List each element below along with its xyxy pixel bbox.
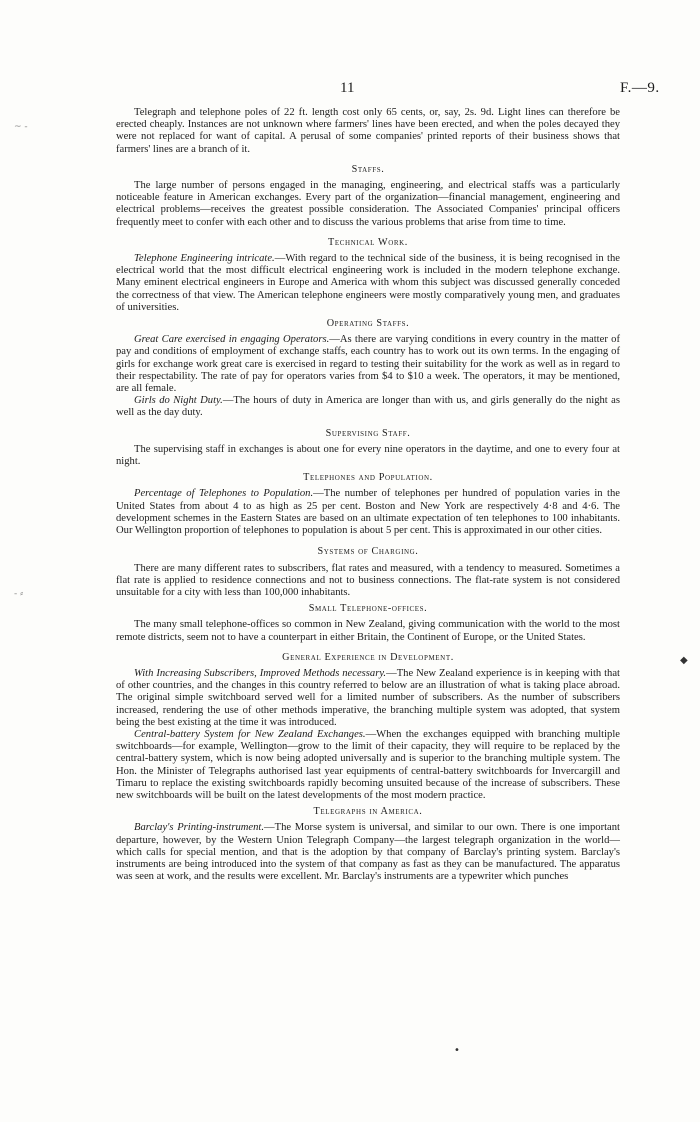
section-heading: Technical Work. — [328, 236, 408, 248]
paragraph-text: —The New Zealand experience is in keeping with that of other countries, and the changes in this country referred to below are an illustration of what is taking place abroad. The original simple switchboard served well for a limited number of subscribers. As the number of subscribers increased, rendering the use of other methods imperative, the branching multiple system was adopted, that system being the best existing at the time it was introduced. — [116, 667, 620, 728]
section-systems-of-charging — [116, 546, 620, 599]
paragraph — [116, 334, 620, 395]
section-staffs — [116, 164, 620, 229]
paragraph-lead: Barclay's Printing-instrument. — [134, 822, 265, 834]
paragraph-lead: Telephone Engineering intricate. — [134, 253, 275, 265]
section-heading: Supervising Staff. — [325, 427, 411, 439]
section-supervising-staff — [116, 428, 620, 469]
paragraph-text: The large number of persons engaged in the managing, engineering, and electrical staffs was a particularly noticeable feature in American exchanges. Every part of the organization—financial management, engineering and electrical problems—receives the greatest possible consideration. The Associated Companies' principal officers frequently meet to confer with each other and to discuss the various problems that arise from time to time. — [116, 180, 620, 228]
paragraph — [116, 395, 620, 419]
section-telegraphs-america — [116, 806, 620, 883]
paragraph — [116, 668, 620, 729]
paragraph-text: There are many different rates to subscribers, flat rates and measured, with a tendency to measured. Sometimes a flat rate is applied to residence connections and not to business connections. The flat-rate system is not considered unsuitable for a city with less than 100,000 inhabitants. — [116, 562, 620, 598]
section-heading: General Experience in Development. — [282, 651, 454, 663]
paragraph-lead: With Increasing Subscribers, Improved Methods necessary. — [134, 667, 387, 679]
paragraph-text: The supervising staff in exchanges is about one for every nine operators in the daytime, and one to every four at night. — [116, 443, 620, 468]
section-heading: Telephones and Population. — [303, 472, 433, 484]
section-technical-work — [116, 237, 620, 314]
section-heading: Staffs. — [351, 163, 385, 175]
margin-mark-right: ◆ — [680, 655, 688, 666]
section-heading: Operating Staffs. — [326, 318, 410, 330]
margin-mark-left-2: - ⸗ — [14, 589, 24, 599]
section-heading: Small Telephone-offices. — [308, 603, 428, 615]
section-heading: Telegraphs in America. — [313, 806, 423, 818]
margin-mark-left-1: ~ ‑ — [14, 122, 28, 132]
paragraph-lead: Percentage of Telephones to Population. — [134, 488, 314, 500]
paragraph-lead: Girls do Night Duty. — [134, 395, 223, 407]
paragraph — [116, 180, 620, 229]
paragraph-text: Telegraph and telephone poles of 22 ft. length cost only 65 cents, or, say, 2s. 9d. Light lines can therefore be erected cheaply. Instances are not unknown where farmers' lines have been erected, and when the poles decayed they were not replaced for want of capital. A perusal of some companies' printed reports of their business shows that farmers' lines are a branch of it. — [116, 107, 620, 155]
paragraph-lead: Central-battery System for New Zealand Exchanges. — [134, 728, 366, 740]
section-telephones-population — [116, 472, 620, 537]
paragraph — [116, 444, 620, 468]
document-body — [116, 107, 620, 883]
paragraph-lead: Great Care exercised in engaging Operators. — [134, 334, 330, 346]
paragraph — [116, 822, 620, 883]
paragraph-text: —The hours of duty in America are longer than with us, and girls generally do the night as well as the day duty. — [116, 395, 620, 419]
section-general-experience — [116, 652, 620, 802]
section-heading: Systems of Charging. — [317, 546, 419, 558]
paragraph — [116, 729, 620, 802]
paragraph-text: —As there are varying conditions in every country in the matter of pay and conditions of employment of exchange staffs, each country has to work out its own terms. In the engaging of girls for exchange work great care is exercised in regard to testing their suitability for the work as well as in regard to their respectability. The rate of pay for operators varies from $4 to $10 a week. The operators, it may be mentioned, are all female. — [116, 334, 620, 395]
paragraph — [116, 107, 620, 156]
paragraph — [116, 488, 620, 537]
paragraph-text: —The number of telephones per hundred of population varies in the United States from about 4 to as high as 25 per cent. Boston and New York are respectively 4·8 and 4·6. The development schemes in the Eastern States are based on an ultimate expectation of ten telephones to 100 inhabitants. Our Wellington proportion of telephones to population is about 5 per cent. This is approximated in our other cities. — [116, 488, 620, 537]
section-operating-staffs — [116, 318, 620, 420]
document-reference: F.—9. — [620, 80, 660, 96]
paragraph — [116, 253, 620, 314]
paragraph-text: —When the exchanges equipped with branching multiple switchboards—for example, Wellington—grow to the limit of their capacity, they will require to be replaced by the central-battery system, which is now being adopted universally and is superior to the branching multiple system. The Hon. the Minister of Telegraphs authorised last year equipments of central-battery switchboards for Invercargill and Timaru to replace the existing switchboards rapidly becoming unsuited because of the increase of subscribers. These new switchboards will be built on the latest developments of the most modern practice. — [116, 728, 620, 801]
paragraph — [116, 619, 620, 643]
page-number: 11 — [340, 80, 355, 96]
paragraph-text: —The Morse system is universal, and similar to our own. There is one important departure, however, by the Western Union Telegraph Company—the largest telegraph organization in the world—which calls for special mention, and that is the adoption by that company of Barclay's printing system. Barclay's instruments are being introduced into the system of that company as fast as they can be manufactured. The apparatus was seen at work, and the results were excellent. Mr. Barclay's instruments are a typewriter which punches — [116, 822, 620, 883]
section-intro — [116, 107, 620, 156]
margin-mark-bottom: • — [454, 1045, 460, 1056]
paragraph-text: —With regard to the technical side of the business, it is being recognised in the electrical world that the most difficult electrical engineering work is included in the modern telephone exchange. Many eminent electrical engineers in Europe and America with whom this subject was discussed generally conceded the correctness of that view. The American telephone engineers were mostly comparatively young men, and graduates of universities. — [116, 253, 620, 313]
section-small-telephone-offices — [116, 603, 620, 644]
paragraph — [116, 563, 620, 600]
paragraph-text: The many small telephone-offices so common in New Zealand, giving communication with the world to the most remote districts, seem not to have a counterpart in either Britain, the Continent of Europe, or the United States. — [116, 619, 620, 643]
page-header — [0, 80, 700, 100]
